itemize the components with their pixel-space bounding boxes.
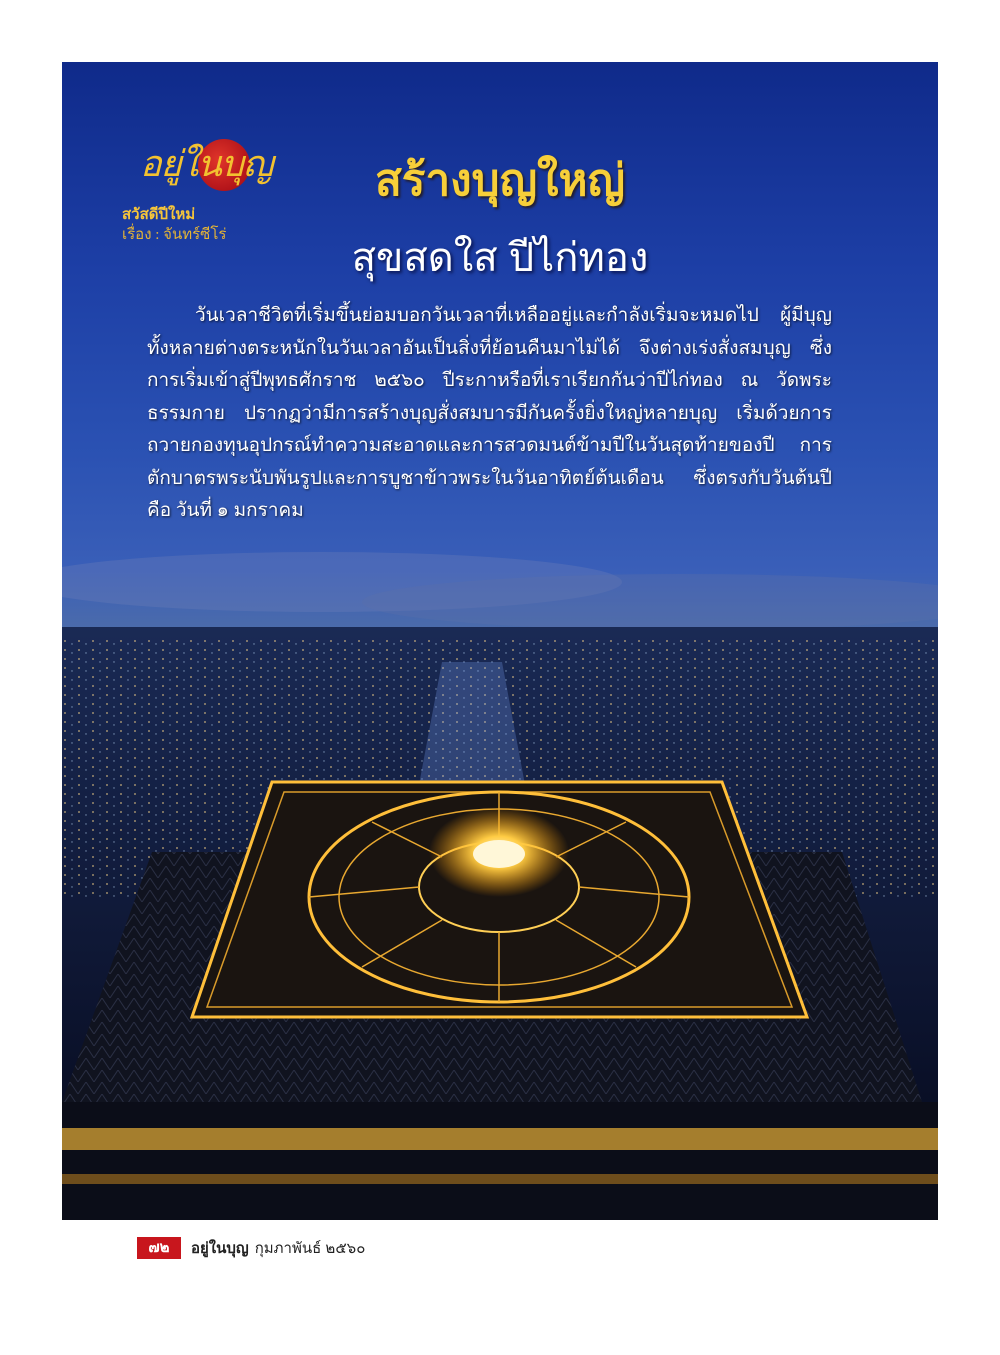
temple-front <box>62 1102 938 1220</box>
front-lights <box>62 1128 938 1150</box>
front-lights-lower <box>62 1174 938 1184</box>
logo-text: อยู่ในบุญ <box>140 144 273 185</box>
page-footer <box>137 1236 365 1260</box>
article-paragraph: วันเวลาชีวิตที่เริ่มขึ้นย่อมบอกวันเวลาที่เหลืออยู่และกำลังเริ่มจะหมดไป ผู้มีบุญทั้งหลายต่างตระหนักในวันเวลาอันเป็นสิ่งที่ย้อนคืนมาไม่ได้ จึงต่างเร่งสั่งสมบุญ ซึ่งการเริ่มเข้าสู่ปีพุทธศักราช ๒๕๖๐ ปีระกาหรือที่เราเรียกกันว่าปีไก่ทอง ณ วัดพระธรรมกาย ปรากฏว่ามีการสร้างบุญสั่งสมบารมีกันครั้งยิ่งใหญ่หลายบุญ เริ่มด้วยการถวายกองทุนอุปกรณ์ทำความสะอาดและการสวดมนต์ข้ามปีในวันสุดท้ายของปี การตักบาตรพระนับพันรูปและการบูชาข้าวพระในวันอาทิตย์ต้นเดือน ซึ่งตรงกับวันต้นปี คือ วันที่ ๑ มกราคม <box>147 305 832 521</box>
footer-magazine-name: อยู่ในบุญ <box>191 1240 249 1257</box>
dome <box>473 840 525 868</box>
headline: สร้างบุญใหญ่ <box>374 156 626 205</box>
subheadline: สุขสดใส ปีไก่ทอง <box>351 236 649 280</box>
article-body <box>147 300 832 528</box>
page-number-badge: ๗๒ <box>137 1237 181 1259</box>
byline: เรื่อง : จันทร์ซีโร่ <box>122 227 227 243</box>
footer-issue-date: กุมภาพันธ์ ๒๕๖๐ <box>254 1240 366 1257</box>
magazine-logo <box>140 135 273 195</box>
section-kicker: สวัสดีปีใหม่ <box>122 206 196 223</box>
